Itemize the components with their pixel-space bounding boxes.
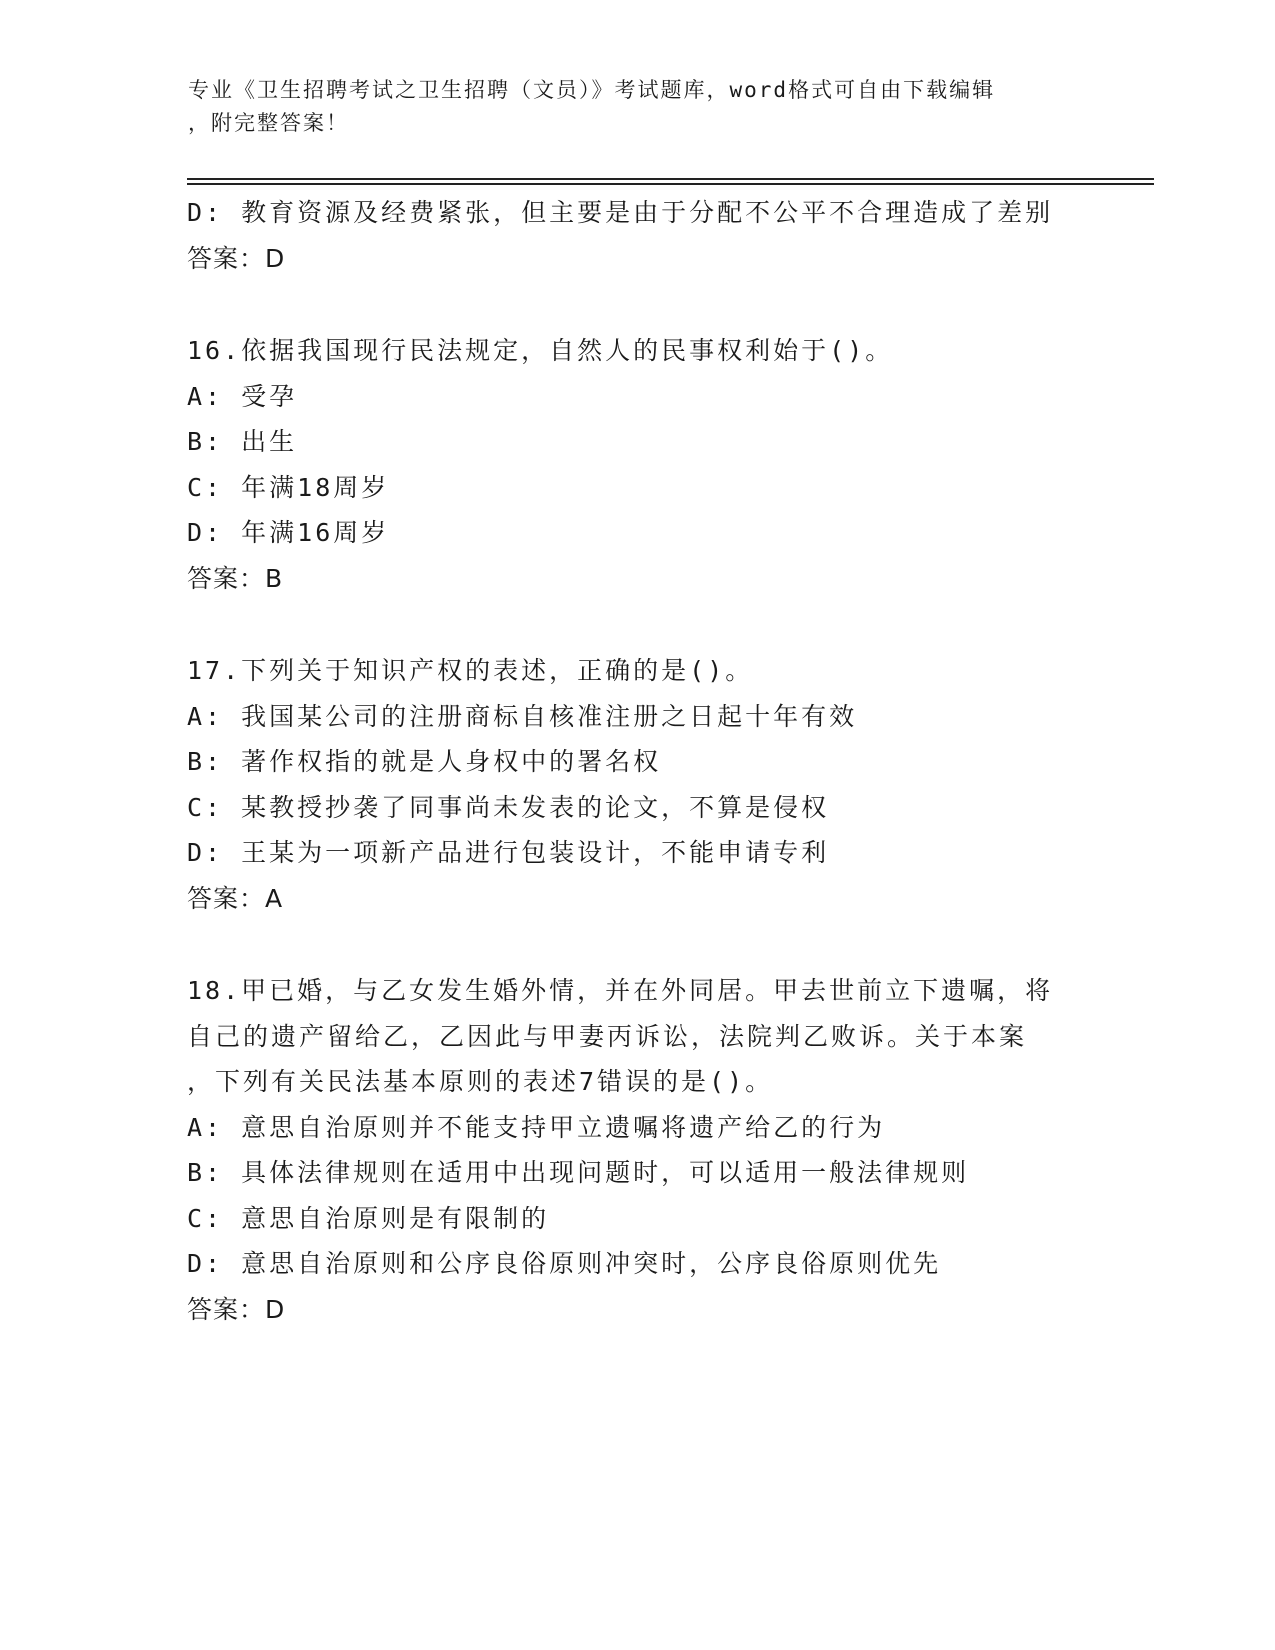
question-18 — [187, 968, 1087, 1332]
option-b: B: 著作权指的就是人身权中的署名权 — [187, 747, 662, 776]
option-b: B: 具体法律规则在适用中出现问题时，可以适用一般法律规则 — [187, 1158, 970, 1187]
option-a: A: 我国某公司的注册商标自核准注册之日起十年有效 — [187, 701, 858, 731]
question-stem: 16.依据我国现行民法规定，自然人的民事权利始于()。 — [187, 336, 894, 365]
option-d: D: 王某为一项新产品进行包装设计，不能申请专利 — [187, 838, 830, 867]
option-a: A: 意思自治原则并不能支持甲立遗嘱将遗产给乙的行为 — [187, 1112, 886, 1142]
header-rule-top — [187, 178, 1154, 180]
document-header — [188, 74, 1088, 140]
answer-label: 答案：A — [187, 883, 284, 913]
header-title-line-1: 专业《卫生招聘考试之卫生招聘（文员）》考试题库，word格式可自由下载编辑 — [188, 78, 996, 102]
question-stem-line-1: 18.甲已婚，与乙女发生婚外情，并在外同居。甲去世前立下遗嘱，将 — [187, 976, 1054, 1005]
option-c: C: 年满18周岁 — [187, 472, 390, 502]
question-list — [187, 190, 1087, 1332]
answer-label: 答案：D — [187, 1294, 286, 1324]
question-16 — [187, 328, 1087, 601]
option-a: A: 受孕 — [187, 381, 298, 411]
option-c: C: 意思自治原则是有限制的 — [187, 1203, 550, 1233]
question-stem: 17.下列关于知识产权的表述，正确的是()。 — [187, 656, 754, 685]
question-stem-line-2: 自己的遗产留给乙，乙因此与甲妻丙诉讼，法院判乙败诉。关于本案 — [187, 1021, 1028, 1051]
answer-label: 答案：D — [187, 243, 286, 273]
option-d: D: 教育资源及经费紧张，但主要是由于分配不公平不合理造成了差别 — [187, 198, 1054, 227]
option-d: D: 年满16周岁 — [187, 518, 390, 547]
answer-label: 答案：B — [187, 563, 284, 593]
option-b: B: 出生 — [187, 427, 298, 456]
question-stem-line-3: ，下列有关民法基本原则的表述7错误的是()。 — [187, 1067, 774, 1096]
option-d: D: 意思自治原则和公序良俗原则冲突时，公序良俗原则优先 — [187, 1249, 942, 1278]
question-15-continuation — [187, 190, 1087, 281]
header-title-line-2: ，附完整答案！ — [188, 111, 349, 135]
header-rule-bottom — [187, 183, 1154, 185]
question-17 — [187, 648, 1087, 921]
option-c: C: 某教授抄袭了同事尚未发表的论文，不算是侵权 — [187, 792, 830, 822]
